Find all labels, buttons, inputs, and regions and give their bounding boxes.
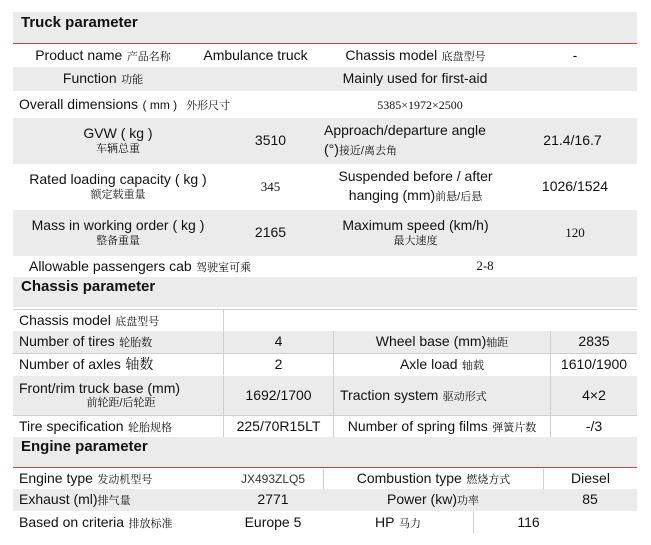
hp-label bbox=[323, 512, 473, 534]
engine-type-label-en: Engine type bbox=[19, 470, 93, 486]
springs-value-text: -/3 bbox=[585, 417, 603, 434]
axles-label bbox=[13, 354, 223, 375]
dimensions-label-en: Overall dimensions bbox=[19, 96, 139, 112]
suspended-value-text: 1026/1524 bbox=[541, 178, 609, 195]
hp-label-zh: 马力 bbox=[398, 518, 421, 530]
springs-label bbox=[333, 416, 550, 437]
chassis-model-value-text: - bbox=[572, 47, 578, 64]
track-row bbox=[13, 376, 637, 415]
chassis-model-label-en: Chassis model bbox=[345, 47, 438, 63]
dimensions-row bbox=[13, 92, 637, 118]
speed-label bbox=[318, 210, 513, 256]
chassis-model-row-label-zh: 底盘型号 bbox=[115, 315, 160, 328]
traction-value bbox=[550, 376, 637, 415]
axles-label-zh: 轴数 bbox=[125, 355, 154, 372]
product-name-value bbox=[193, 45, 318, 67]
gvw-value bbox=[223, 118, 318, 164]
power-label-en: Power (kw) bbox=[386, 491, 457, 507]
speed-value bbox=[513, 210, 637, 256]
chassis-model-row-label-en: Chassis model bbox=[19, 311, 111, 328]
traction-value-text: 4×2 bbox=[582, 386, 606, 403]
axles-row bbox=[13, 353, 637, 375]
traction-label bbox=[333, 376, 550, 415]
chassis-model-row-label bbox=[13, 310, 223, 331]
chassis-model-label-zh: 底盘型号 bbox=[441, 51, 486, 63]
wheelbase-value bbox=[550, 331, 637, 353]
approach-label-en-1: Approach/departure angle bbox=[324, 122, 486, 139]
tires-row bbox=[13, 331, 637, 353]
exhaust-row bbox=[13, 489, 637, 511]
approach-value bbox=[508, 118, 637, 164]
criteria-label bbox=[13, 512, 223, 534]
product-name-row bbox=[13, 45, 637, 67]
criteria-label-en: Based on criteria bbox=[19, 514, 125, 530]
passengers-row bbox=[13, 256, 637, 277]
exhaust-value-text: 2771 bbox=[257, 491, 289, 508]
approach-value-text: 21.4/16.7 bbox=[543, 132, 602, 149]
springs-label-en: Number of spring films bbox=[347, 417, 488, 434]
function-label bbox=[13, 67, 193, 91]
approach-label-zh: 接近/离去角 bbox=[338, 144, 397, 157]
combustion-label bbox=[323, 469, 543, 489]
springs-value bbox=[550, 416, 637, 437]
function-label-zh: 功能 bbox=[121, 74, 144, 86]
hp-value-text: 116 bbox=[517, 514, 540, 531]
approach-label-en-2: (°) bbox=[324, 140, 339, 157]
gvw-label bbox=[13, 118, 223, 164]
gvw-row bbox=[13, 118, 637, 164]
engine-type-label-zh: 发动机型号 bbox=[97, 474, 153, 486]
speed-value-text: 120 bbox=[565, 224, 585, 240]
hp-label-en: HP bbox=[375, 514, 395, 530]
track-value-text: 1692/1700 bbox=[245, 386, 312, 403]
product-name-label-en: Product name bbox=[35, 47, 123, 63]
rated-label-zh: 额定载重量 bbox=[90, 188, 146, 201]
axleload-label-zh: 轴载 bbox=[462, 359, 485, 372]
gvw-label-zh: 车辆总重 bbox=[96, 142, 140, 155]
dimensions-label bbox=[13, 92, 313, 118]
tires-value-text: 4 bbox=[274, 333, 283, 350]
mass-label-zh: 整备重量 bbox=[96, 234, 140, 247]
suspended-value bbox=[513, 165, 637, 209]
passengers-label-zh: 驾驶室可乘 bbox=[196, 261, 252, 274]
rated-row bbox=[13, 165, 637, 209]
suspended-label-zh: 前悬/后悬 bbox=[435, 190, 483, 203]
mass-value-text: 2165 bbox=[254, 224, 287, 241]
chassis-model-row-value bbox=[223, 310, 637, 331]
axleload-label-en: Axle load bbox=[399, 355, 458, 372]
passengers-label-en: Allowable passengers cab bbox=[29, 257, 192, 274]
exhaust-label-zh: 排气量 bbox=[97, 495, 131, 507]
axles-value-text: 2 bbox=[274, 355, 283, 372]
tirespec-value-text: 225/70R15LT bbox=[236, 417, 321, 434]
dimensions-label-zh: 外形尺寸 bbox=[186, 100, 231, 112]
wheelbase-value-text: 2835 bbox=[578, 333, 610, 350]
axles-value bbox=[223, 354, 333, 375]
function-label-en: Function bbox=[62, 70, 117, 86]
springs-label-zh: 弹簧片数 bbox=[492, 421, 537, 434]
wheelbase-label-en: Wheel base (mm) bbox=[375, 333, 487, 349]
product-name-label-zh: 产品名称 bbox=[126, 51, 171, 63]
gvw-label-en: GVW ( kg ) bbox=[83, 125, 153, 142]
chassis-model-row bbox=[13, 309, 637, 331]
rated-label bbox=[13, 165, 223, 209]
tires-label bbox=[13, 331, 223, 353]
suspended-label-en-1: Suspended before / after bbox=[338, 168, 493, 185]
suspended-label-en-2: hanging (mm) bbox=[348, 186, 436, 203]
tirespec-label-en: Tire specification bbox=[19, 417, 124, 434]
tirespec-row bbox=[13, 415, 637, 437]
chassis-parameter-title: Chassis parameter bbox=[21, 278, 156, 295]
mass-label-en: Mass in working order ( kg ) bbox=[31, 217, 205, 234]
function-value-text: Mainly used for first-aid bbox=[342, 70, 488, 87]
speed-label-en: Maximum speed (km/h) bbox=[342, 217, 489, 234]
chassis-model-value bbox=[513, 45, 637, 67]
gvw-value-text: 3510 bbox=[254, 132, 287, 149]
criteria-row bbox=[13, 512, 637, 534]
exhaust-value bbox=[223, 489, 323, 511]
engine-type-label bbox=[13, 469, 223, 489]
approach-label bbox=[318, 118, 508, 164]
track-label bbox=[13, 376, 223, 415]
axleload-value bbox=[550, 354, 637, 375]
track-value bbox=[223, 376, 333, 415]
exhaust-label bbox=[13, 489, 223, 511]
axleload-label bbox=[333, 354, 550, 375]
dimensions-value-text: 5385×1972×2500 bbox=[377, 97, 463, 112]
criteria-label-zh: 排放标准 bbox=[128, 518, 173, 530]
tirespec-label bbox=[13, 416, 223, 437]
dimensions-unit: ( mm ) bbox=[142, 98, 178, 112]
engine-type-value bbox=[223, 469, 323, 489]
track-label-zh: 前轮距/后轮距 bbox=[86, 397, 156, 410]
tires-label-en: Number of tires bbox=[19, 333, 115, 349]
track-label-en: Front/rim truck base (mm) bbox=[19, 379, 181, 396]
passengers-value bbox=[333, 256, 637, 277]
product-name-label bbox=[13, 45, 193, 67]
wheelbase-label-zh: 轴距 bbox=[486, 337, 509, 349]
axleload-value-text: 1610/1900 bbox=[560, 355, 628, 372]
product-name-value-text: Ambulance truck bbox=[203, 47, 308, 64]
axles-label-en: Number of axles bbox=[19, 355, 121, 372]
suspended-label bbox=[318, 165, 513, 209]
rated-label-en: Rated loading capacity ( kg ) bbox=[29, 171, 207, 188]
mass-value bbox=[223, 210, 318, 256]
tirespec-label-zh: 轮胎规格 bbox=[127, 421, 172, 434]
mass-row bbox=[13, 210, 637, 256]
engine-type-row bbox=[13, 469, 637, 489]
chassis-parameter-heading bbox=[13, 277, 637, 307]
tires-label-zh: 轮胎数 bbox=[119, 337, 153, 349]
function-row bbox=[13, 67, 637, 91]
engine-parameter-heading bbox=[13, 437, 637, 468]
exhaust-label-en: Exhaust (ml) bbox=[19, 491, 98, 507]
criteria-value-text: Europe 5 bbox=[244, 514, 302, 531]
tires-value bbox=[223, 331, 333, 353]
combustion-label-zh: 燃烧方式 bbox=[466, 474, 511, 486]
combustion-value-text: Diesel bbox=[571, 470, 610, 487]
dimensions-value bbox=[313, 92, 527, 118]
rated-value-text: 345 bbox=[260, 178, 281, 194]
hp-value bbox=[473, 512, 583, 534]
truck-parameter-heading bbox=[13, 12, 637, 44]
engine-parameter-title: Engine parameter bbox=[21, 438, 148, 455]
tirespec-value bbox=[223, 416, 333, 437]
truck-parameter-title: Truck parameter bbox=[21, 14, 138, 31]
rated-value bbox=[223, 165, 318, 209]
wheelbase-label bbox=[333, 331, 550, 353]
criteria-value bbox=[223, 512, 323, 534]
passengers-value-text: 2-8 bbox=[476, 258, 494, 274]
function-value bbox=[193, 67, 637, 91]
chassis-model-label bbox=[318, 45, 513, 67]
traction-label-en: Traction system bbox=[340, 386, 439, 403]
speed-label-zh: 最大速度 bbox=[393, 234, 438, 247]
combustion-value bbox=[543, 469, 637, 489]
combustion-label-en: Combustion type bbox=[356, 470, 462, 486]
mass-label bbox=[13, 210, 223, 256]
power-value bbox=[543, 489, 637, 511]
traction-label-zh: 驱动形式 bbox=[442, 390, 487, 403]
passengers-label bbox=[13, 256, 333, 277]
engine-type-value-text: JX493ZLQ5 bbox=[240, 471, 306, 486]
power-label-zh: 功率 bbox=[457, 495, 479, 507]
power-value-text: 85 bbox=[582, 491, 598, 508]
power-label bbox=[323, 489, 543, 511]
